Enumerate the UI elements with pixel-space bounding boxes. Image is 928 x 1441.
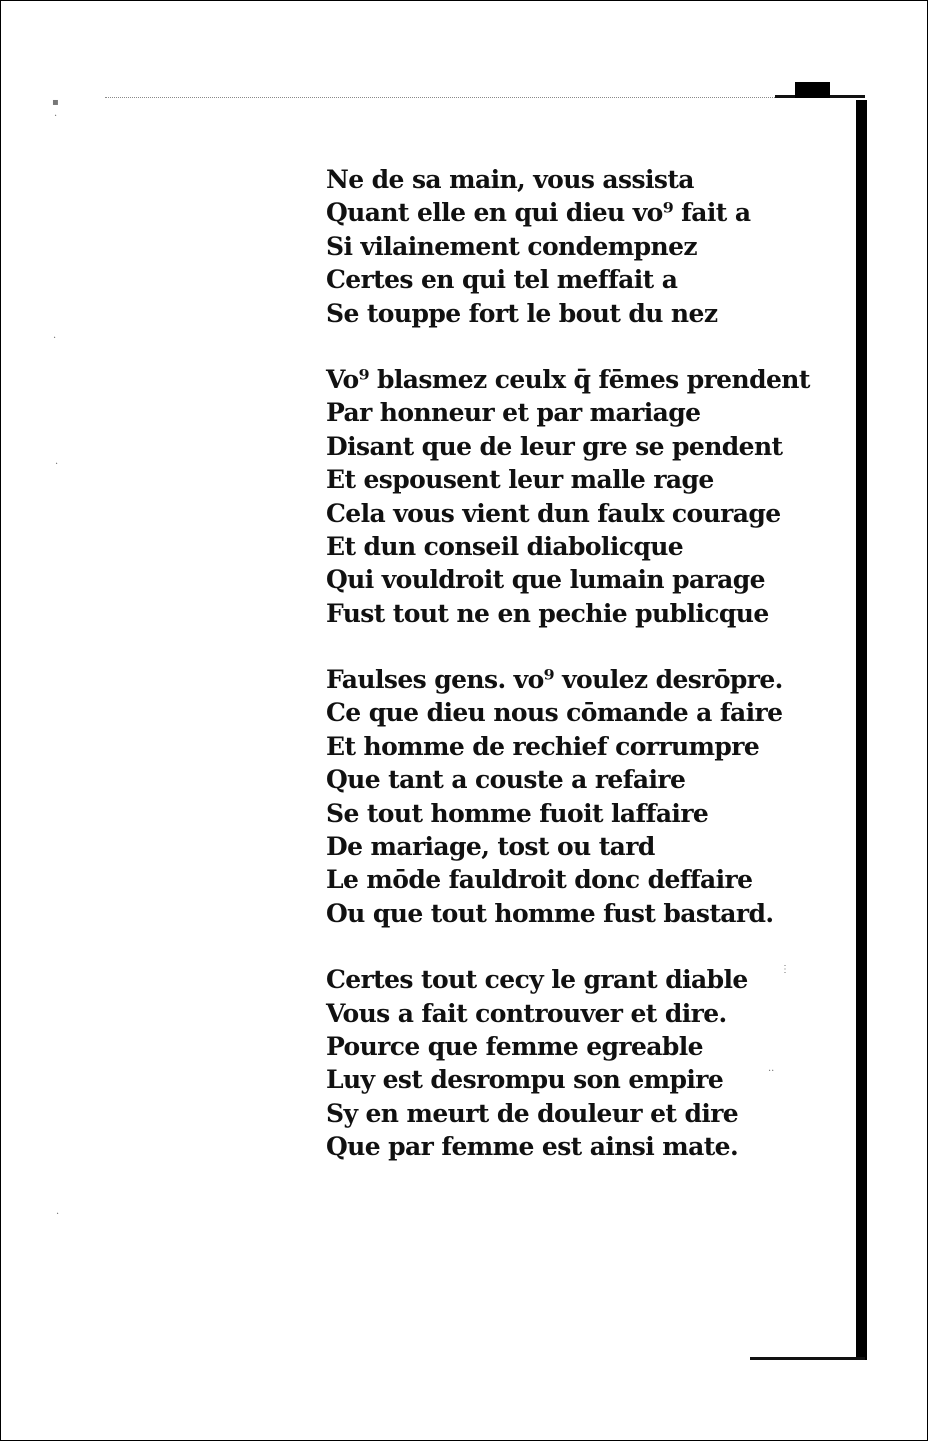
stanza-4 <box>326 963 810 1163</box>
verse-line: Certes tout cecy le grant diable <box>326 965 748 995</box>
verse-line: Ou que tout homme fust bastard. <box>326 898 774 928</box>
page-top-edge <box>105 97 865 98</box>
verse-line: Fust tout ne en pechie publicque <box>326 598 769 628</box>
page-right-edge-shadow <box>856 100 867 1360</box>
verse-line: Sy en meurt de douleur et dire <box>326 1098 739 1128</box>
verse-line: Se tout homme fuoit laffaire <box>326 798 709 828</box>
scan-speck: ·· <box>768 1066 775 1077</box>
scan-speck: · <box>54 111 58 122</box>
stanza-1 <box>326 163 810 330</box>
verse-line: Vous a fait controuver et dire. <box>326 998 727 1028</box>
verse-line: Se touppe fort le bout du nez <box>326 298 718 328</box>
scan-speck: ⋮ <box>780 964 790 975</box>
verse-line: Cela vous vient dun faulx courage <box>326 498 781 528</box>
stanza-3 <box>326 663 810 930</box>
verse-line: Le mōde fauldroit donc deffaire <box>326 865 753 895</box>
scan-speck: · <box>56 1209 60 1220</box>
verse-line: Que par femme est ainsi mate. <box>326 1132 739 1162</box>
verse-line: Ne de sa main, vous assista <box>326 165 694 194</box>
verse-line: Disant que de leur gre se pendent <box>326 431 783 461</box>
verse-line: Qui vouldroit que lumain parage <box>326 565 765 595</box>
verse-line: Faulses gens. vo⁹ voulez desrōpre. <box>326 665 783 695</box>
verse-line: Et dun conseil diabolicque <box>326 531 684 561</box>
verse-line: De mariage, tost ou tard <box>326 832 655 862</box>
verse-line: Luy est desrompu son empire <box>326 1065 724 1095</box>
verse-line: Vo⁹ blasmez ceulx q̄ fēmes prendent <box>326 364 810 394</box>
poem-text <box>326 163 810 1197</box>
corner-tab <box>795 82 830 98</box>
verse-line: Et homme de rechief corrumpre <box>326 731 760 761</box>
verse-line: Si vilainement condempnez <box>326 231 698 261</box>
verse-line: Quant elle en qui dieu vo⁹ fait a <box>326 198 751 228</box>
verse-line: Par honneur et par mariage <box>326 398 701 428</box>
verse-line: Certes en qui tel meffait a <box>326 265 678 295</box>
page-bottom-edge <box>750 1357 865 1360</box>
stanza-2 <box>326 363 810 630</box>
verse-line: Ce que dieu nous cōmande a faire <box>326 698 783 728</box>
scan-speck: · <box>53 333 57 344</box>
scan-speck: · <box>55 459 59 470</box>
verse-line: Que tant a couste a refaire <box>326 765 686 795</box>
verse-line: Pource que femme egreable <box>326 1031 703 1061</box>
verse-line: Et espousent leur malle rage <box>326 465 714 495</box>
scan-speck: ▪ <box>52 97 59 108</box>
